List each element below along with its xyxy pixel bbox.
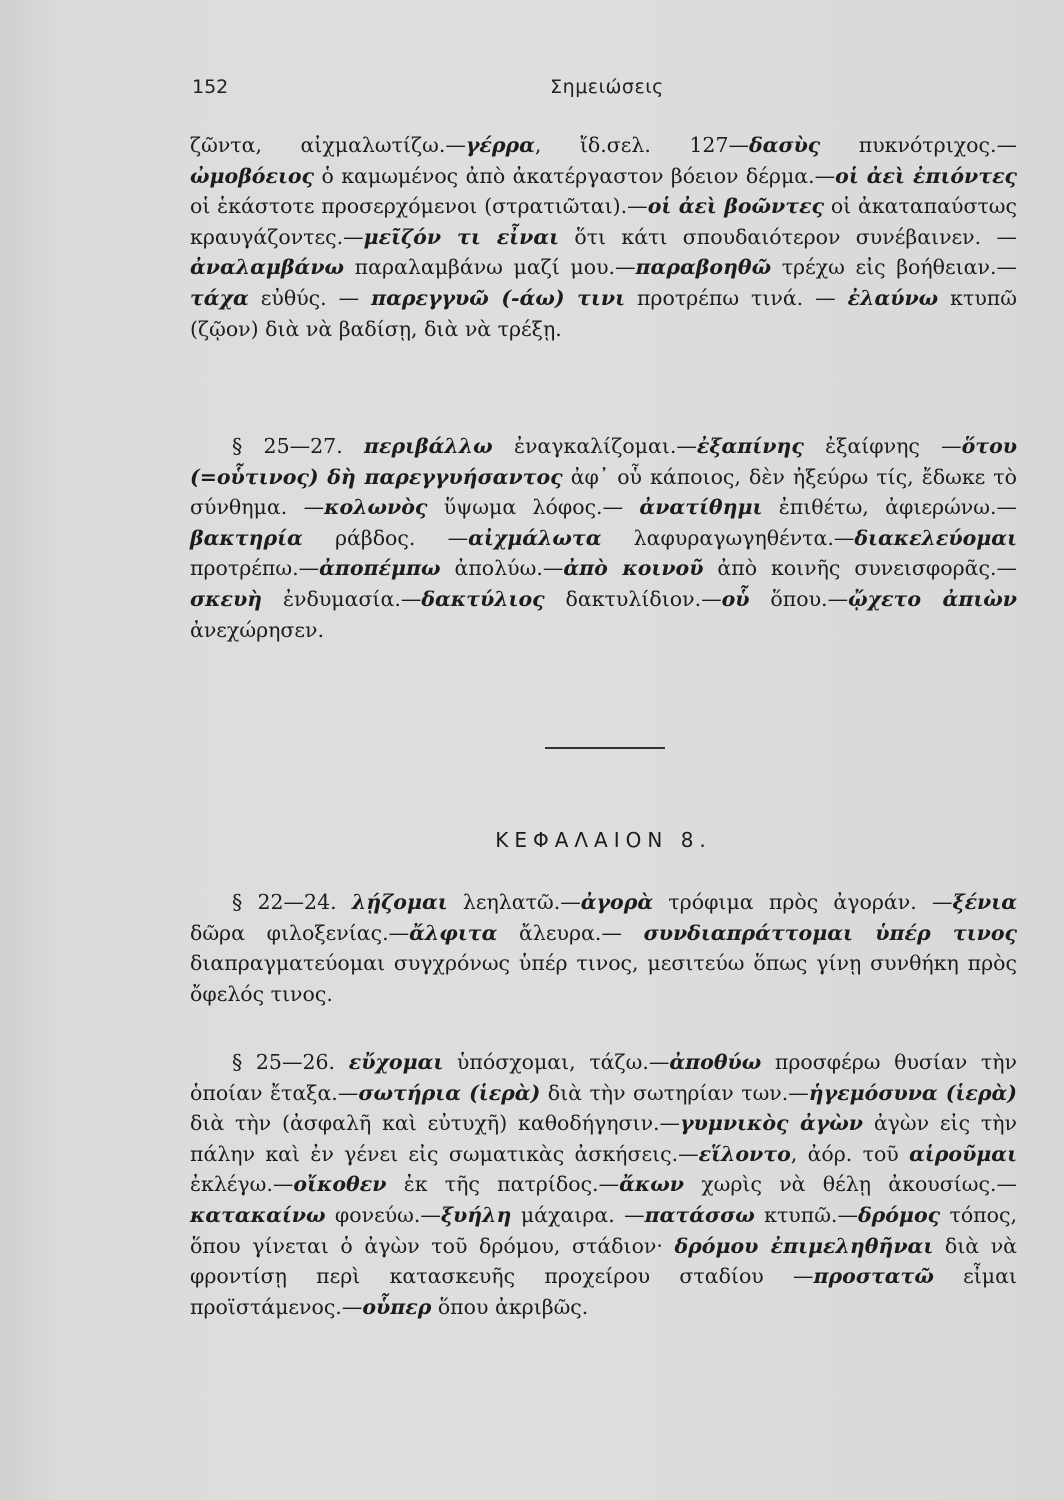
gloss-text: ὅτι κάτι σπουδαιότερον συνέβαινεν. —	[559, 224, 1017, 249]
paragraph	[190, 130, 1017, 344]
headword: ἐλαύνω	[847, 285, 939, 310]
headword: ἀνατίθημι	[639, 495, 763, 520]
headword: οὗπερ	[362, 1294, 432, 1319]
headword: αἰχμάλωτα	[468, 525, 602, 550]
headword: βακτηρία	[190, 525, 303, 550]
headword: ἀποπέμπω	[319, 556, 441, 581]
headword: οἱ ἀεὶ βοῶντες	[647, 194, 825, 219]
headword: διακελεύομαι	[854, 525, 1017, 550]
gloss-text: § 25—27.	[232, 434, 364, 458]
headword: ὅτου (=οὗτινος) δὴ παρεγγυήσαντος	[190, 434, 1017, 489]
gloss-text: ἐκλέγω.—	[190, 1172, 294, 1197]
gloss-text: δῶρα φιλοξενίας.—	[190, 920, 410, 945]
gloss-text: , ἴδ.σελ. 127—	[534, 133, 749, 157]
gloss-text: ἄλευρα.—	[497, 920, 644, 945]
headword: ἀπὸ κοινοῦ	[563, 556, 704, 581]
gloss-text: μάχαιρα. —	[511, 1202, 645, 1227]
gloss-text: ὁ καμωμένος ἀπὸ ἀκατέργαστον βόειον δέρμα.—	[314, 163, 836, 188]
gloss-text: ἀγὼν εἰς τὴν πάλην καὶ ἐν γένει εἰς σωματικὰς ἀσκήσεις.—	[190, 1111, 1017, 1166]
headword: παρεγγυῶ (-άω) τινι	[371, 285, 625, 310]
paragraph	[190, 1047, 1017, 1322]
notes-paragraph-4	[190, 1047, 1017, 1322]
headword: γυμνικὸς ἀγὼν	[680, 1111, 863, 1136]
gloss-text: ὕψωμα λόφος.—	[427, 495, 640, 520]
gloss-text: § 22—24.	[232, 890, 352, 914]
gloss-text: ἐπιθέτω, ἀφιερώνω.—	[762, 495, 1017, 520]
gloss-text: ἐκ τῆς πατρίδος.—	[386, 1172, 620, 1197]
gloss-text: προσφέρω θυσίαν τὴν ὁποίαν ἔταξα.—	[190, 1050, 1017, 1105]
headword: δρόμος	[857, 1202, 941, 1227]
gloss-text: φονεύω.—	[325, 1202, 441, 1227]
gloss-text: τόπος, ὅπου γίνεται ὁ ἀγὼν τοῦ δρόμου, στάδιον·	[190, 1202, 1017, 1258]
headword: ξένια	[952, 890, 1017, 914]
running-title: Σημειώσεις	[550, 76, 664, 98]
headword: οὗ	[721, 586, 750, 611]
gloss-text: ἐξαίφνης —	[803, 434, 962, 458]
headword: προστατῶ	[813, 1264, 934, 1289]
gloss-text: τρέχω εἰς βοήθειαν.—	[771, 255, 1017, 280]
gloss-text: οἱ ἀκαταπαύστως κραυγάζοντες.—	[190, 194, 1017, 249]
gloss-text: ἐναγκαλίζομαι.—	[492, 434, 697, 458]
gloss-text: διὰ νὰ φροντίσῃ περὶ κατασκευῆς προχείρου σταδίου —	[190, 1233, 1017, 1289]
gloss-text: ἀπολύω.—	[440, 556, 564, 581]
gloss-text: ὅπου ἀκριβῶς.	[431, 1294, 589, 1319]
headword: δακτύλιος	[421, 586, 545, 611]
headword: οἱ ἀεὶ ἐπιόντες	[835, 163, 1018, 188]
headword: ἀγορὰ	[580, 890, 654, 914]
headword: τάχα	[190, 285, 249, 310]
gloss-text: ράβδος. —	[302, 525, 469, 550]
headword: εἵλοντο	[698, 1141, 791, 1166]
gloss-text: λεηλατῶ.—	[447, 890, 581, 914]
gloss-text: διὰ τὴν (ἀσφαλῆ καὶ εὐτυχῆ) καθοδήγησιν.—	[190, 1111, 681, 1136]
gloss-text: λαφυραγωγηθέντα.—	[601, 525, 855, 550]
headword: ἄλφιτα	[409, 920, 498, 945]
gloss-text: χωρὶς νὰ θέλῃ ἀκουσίως.—	[683, 1172, 1017, 1197]
headword: συνδιαπράττομαι ὑπέρ τινος	[643, 920, 1017, 945]
gloss-text: ἀνεχώρησεν.	[190, 617, 324, 642]
gloss-text: εἶμαι προϊστάμενος.—	[190, 1264, 1017, 1319]
page-header	[192, 76, 1022, 106]
headword: σωτήρια (ἱερὰ)	[358, 1080, 541, 1105]
gloss-text: οἱ ἑκάστοτε προσερχόμενοι (στρατιῶται).—	[190, 194, 648, 219]
headword: πατάσσω	[644, 1202, 755, 1227]
gloss-text: διὰ τὴν σωτηρίαν των.—	[540, 1080, 809, 1105]
gloss-text: πυκνότριχος.—	[820, 133, 1017, 157]
gloss-text: διαπραγματεύομαι συγχρόνως ὑπέρ τινος, μεσιτεύω ὅπως γίνῃ συνθήκη πρὸς ὄφελός τινος.	[190, 951, 1017, 1006]
headword: λῄζομαι	[351, 890, 448, 914]
gloss-text: ὑπόσχομαι, τάζω.—	[443, 1050, 670, 1074]
gloss-text: ὅπου.—	[749, 586, 849, 611]
gloss-text: § 25—26.	[232, 1050, 349, 1074]
section-divider	[545, 747, 665, 749]
headword: οἴκοθεν	[293, 1172, 387, 1197]
gloss-text: ἀφ᾿ οὗ κάποιος, δὲν ἠξεύρω τίς, ἔδωκε τὸ σύνθημα. —	[190, 464, 1017, 520]
headword: ξυήλη	[440, 1202, 512, 1227]
headword: παραβοηθῶ	[635, 255, 772, 280]
headword: ᾤχετο ἀπιὼν	[848, 586, 1018, 611]
gloss-text: παραλαμβάνω μαζί μου.—	[344, 255, 636, 280]
headword: δρόμου ἐπιμεληθῆναι	[674, 1233, 934, 1258]
headword: αἱροῦμαι	[909, 1141, 1018, 1166]
headword: κολωνὸς	[324, 495, 428, 520]
headword: δασὺς	[749, 133, 821, 157]
gloss-text: , ἀόρ. τοῦ	[790, 1141, 910, 1166]
chapter-heading: ΚΕΦΑΛΑΙΟΝ 8.	[495, 828, 712, 852]
gloss-text: δακτυλίδιον.—	[544, 586, 722, 611]
headword: ἐξαπίνης	[696, 434, 804, 458]
headword: περιβάλλω	[364, 434, 493, 458]
notes-paragraph-2	[190, 431, 1017, 645]
headword: ἀναλαμβάνω	[190, 255, 345, 280]
gloss-text: ἐνδυμασία.—	[262, 586, 422, 611]
notes-paragraph-1	[190, 130, 1017, 344]
paragraph	[190, 431, 1017, 645]
headword: ἄκων	[619, 1172, 684, 1197]
headword: ἡγεμόσυνα (ἱερὰ)	[808, 1080, 1017, 1105]
notes-paragraph-3	[190, 887, 1017, 1009]
gloss-text: ἀπὸ κοινῆς συνεισφορᾶς.—	[703, 556, 1017, 581]
gloss-text: τρόφιμα πρὸς ἀγοράν. —	[653, 890, 953, 914]
headword: ὠμοβόειος	[190, 163, 315, 188]
gloss-text: προτρέπω τινά. —	[625, 285, 848, 310]
headword: σκευὴ	[190, 586, 263, 611]
gloss-text: εὐθύς. —	[248, 285, 372, 310]
page-number: 152	[192, 76, 229, 98]
paragraph	[190, 887, 1017, 1009]
headword: μεῖζόν τι εἶναι	[363, 224, 560, 249]
headword: γέρρα	[465, 133, 535, 157]
gloss-text: κτυπῶ (ζῷον) διὰ νὰ βαδίσῃ, διὰ νὰ τρέξῃ.	[190, 285, 1017, 341]
gloss-text: προτρέπω.—	[190, 556, 320, 581]
headword: ἀποθύω	[669, 1050, 762, 1074]
gloss-text: ζῶντα, αἰχμαλωτίζω.—	[190, 133, 466, 157]
headword: κατακαίνω	[190, 1202, 326, 1227]
gloss-text: κτυπῶ.—	[754, 1202, 858, 1227]
headword: εὔχομαι	[348, 1050, 444, 1074]
